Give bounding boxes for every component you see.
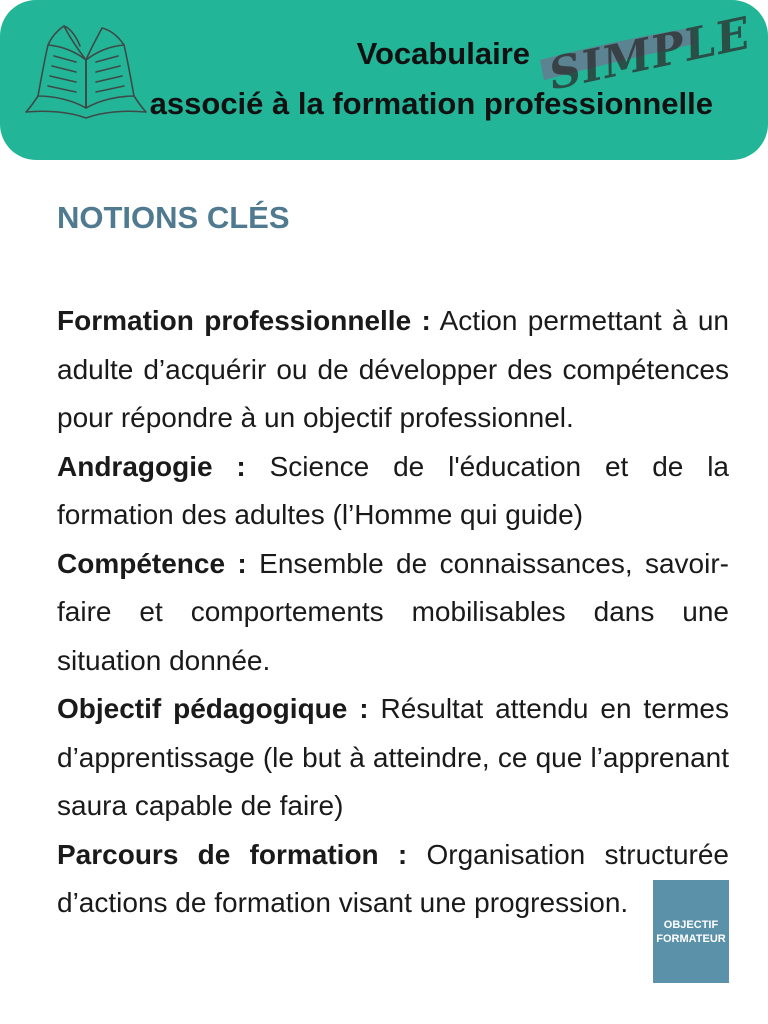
header-banner bbox=[0, 0, 768, 160]
definition-term: Andragogie : bbox=[57, 450, 246, 482]
definition-item bbox=[57, 443, 729, 540]
definition-item bbox=[57, 540, 729, 686]
definition-item bbox=[57, 297, 729, 443]
definition-text: Science de l'éducation et de la formation des adultes (l’Homme qui guide) bbox=[57, 450, 729, 530]
simple-stamp-text: SIMPLE bbox=[544, 7, 756, 101]
definition-text: Résultat attendu en termes d’apprentissage (le but à atteindre, ce que l’apprenant saura capable de faire) bbox=[57, 693, 729, 821]
definition-text: Action permettant à un adulte d’acquérir ou de développer des compétences pour répondre à un objectif professionnel. bbox=[57, 305, 729, 433]
definition-item bbox=[57, 685, 729, 831]
section-heading: NOTIONS CLÉS bbox=[57, 200, 290, 235]
header-title-line1: Vocabulaire bbox=[356, 36, 530, 71]
objectif-formateur-badge bbox=[653, 880, 729, 983]
definition-term: Formation professionnelle : bbox=[57, 305, 431, 336]
definitions-list bbox=[57, 297, 729, 928]
badge-line2: FORMATEUR bbox=[656, 932, 726, 945]
definition-text: Ensemble de connaissances, savoir-faire et comportements mobilisables dans une situation donnée. bbox=[57, 547, 729, 676]
header-title-line2: associé à la formation professionnelle bbox=[149, 86, 713, 121]
definition-term: Compétence : bbox=[57, 547, 247, 579]
definition-item bbox=[57, 831, 729, 928]
definition-term: Objectif pédagogique : bbox=[57, 693, 369, 724]
definition-term: Parcours de formation : bbox=[57, 838, 408, 870]
definition-text: Organisation structurée d’actions de formation visant une progression. bbox=[57, 838, 729, 918]
badge-line1: OBJECTIF bbox=[663, 918, 719, 931]
